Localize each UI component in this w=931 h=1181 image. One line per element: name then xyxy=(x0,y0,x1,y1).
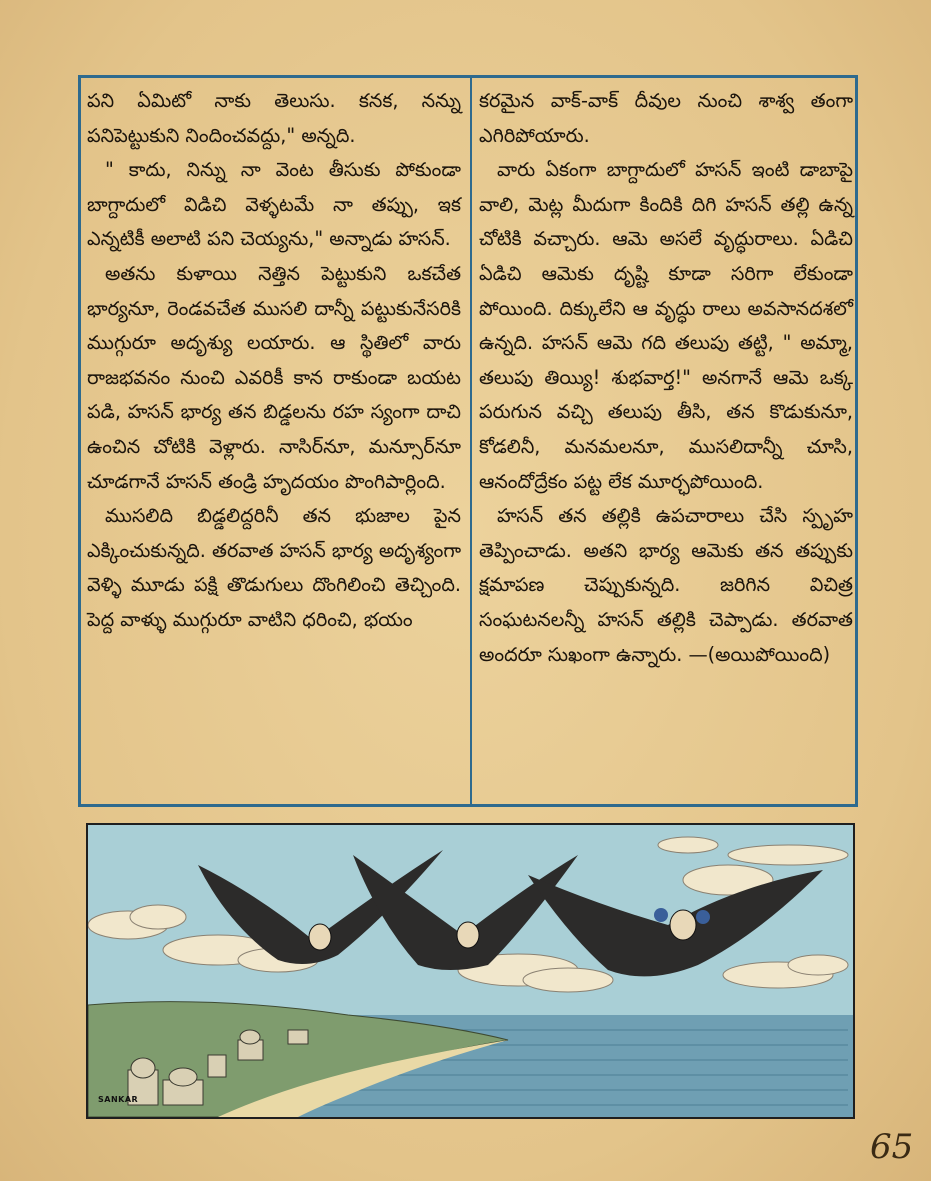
left-paragraph-2: " కాదు, నిన్ను నా వెంట తీసుకు పోకుండా బాగ్దాదులో విడిచి వెళ్ళటమే నా తప్పు, ఇక ఎన్నటికీ అలాటి పని చెయ్యను," అన్నాడు హసన్. xyxy=(87,158,461,251)
left-paragraph-1: పని ఏమిటో నాకు తెలుసు. కనక, నన్ను పనిపెట్టుకుని నిందించవద్దు," అన్నది. xyxy=(87,89,461,147)
right-paragraph-2: వారు ఏకంగా బాగ్దాదులో హసన్ ఇంటి డాబాపై వాలి, మెట్ల మీదుగా కిందికి దిగి హసన్ తల్లి ఉన్న చోటికి వచ్చారు. ఆమె అసలే వృద్ధురాలు. ఏడిచి ఏడిచి ఆమెకు దృష్టి కూడా సరిగా లేకుండా పోయింది. దిక్కులేని ఆ వృద్ధు రాలు అవసానదశలో ఉన్నది. హసన్ ఆమె గది తలుపు తట్టి, " అమ్మా, తలుపు తియ్యి! శుభవార్త!" అనగానే ఆమె ఒక్క పరుగున వచ్చి తలుపు తీసి, తన కొడుకునూ, కోడలినీ, మనమలనూ, ముసలిదాన్నీ చూసి, ఆనందోద్రేకం పట్ట లేక మూర్ఛపోయింది. xyxy=(479,158,853,493)
page-number: 65 xyxy=(870,1127,914,1167)
artist-signature: SANKAR xyxy=(98,1095,139,1104)
right-paragraph-3: హసన్ తన తల్లికి ఉపచారాలు చేసి స్పృహ తెప్పించాడు. అతని భార్య ఆమెకు తన తప్పుకు క్షమాపణ చెప్పుకున్నది. జరిగిన విచిత్ర సంఘటనలన్నీ హసన్ తల్లికి చెప్పాడు. తరవాత అందరూ సుఖంగా ఉన్నారు. —(అయిపోయింది) xyxy=(479,504,853,666)
illustration-svg xyxy=(88,825,853,1117)
right-paragraph-1: కరమైన వాక్-వాక్ దీవుల నుంచి శాశ్వ తంగా ఎగిరిపోయారు. xyxy=(479,89,853,147)
right-column xyxy=(479,84,853,672)
left-paragraph-3: అతను కుళాయి నెత్తిన పెట్టుకుని ఒకచేత భార్యనూ, రెండవచేత ముసలి దాన్నీ పట్టుకునేసరికి ముగ్గురూ అదృశ్యు లయారు. ఆ స్థితిలో వారు రాజభవనం నుంచి ఎవరికీ కాన రాకుండా బయట పడి, హసన్ భార్య తన బిడ్డలను రహ స్యంగా దాచి ఉంచిన చోటికి వెళ్లారు. నాసిర్‌నూ, మన్సూర్‌నూ చూడగానే హసన్ తండ్రి హృదయం పొంగిపార్లింది. xyxy=(87,261,461,493)
column-divider xyxy=(470,78,472,804)
left-column xyxy=(87,84,461,638)
text-frame xyxy=(78,75,858,807)
left-paragraph-4: ముసలిది బిడ్డలిద్దరినీ తన భుజాల పైన ఎక్కించుకున్నది. తరవాత హసన్ భార్య అదృశ్యంగా వెళ్ళి మూడు పక్షి తొడుగులు దొంగిలించి తెచ్చింది. పెద్ద వాళ్ళు ముగ్గురూ వాటిని ధరించి, భయం xyxy=(87,504,461,631)
flying-birds-illustration xyxy=(86,823,855,1119)
